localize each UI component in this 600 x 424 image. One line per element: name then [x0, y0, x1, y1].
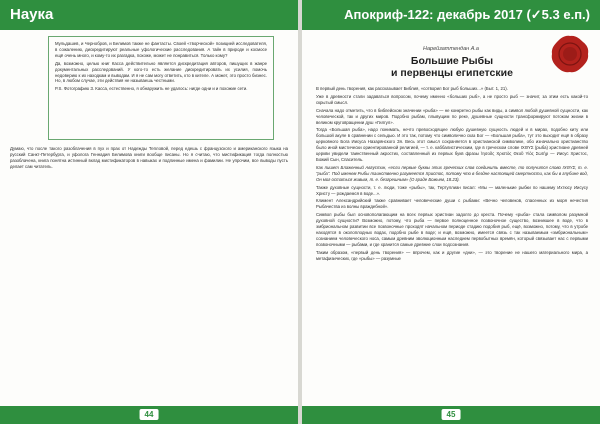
article-author: Нарейзаттендан А.а — [423, 46, 479, 52]
body-paragraph: Как пишет Блаженный Августин, «если первые буквы этих греческих слов соединить вместе, то получится слово ΙΧΘΥΣ, т. е. "рыба". Под именем Рыбы таинственно разумеется Христос, потому что в бездне настоящей смертности, как бы в глубине вод, Он мог остаться живым, т. е. безгрешным» (О граде Божьем, 18.23). — [316, 164, 588, 182]
boxed-paragraph: Да, возможно, целью книг Касса действительно является дискредитация авторов, пишущих в жанре документальных расследований. У кого-то есть желание дискредитировать их усилия, помочь недоверию к их находкам и выводам. И я не сам могу ответить, кто в кителе. А может, это просто бизнес. Но, в любом случае, эти действия не называешь честными. — [55, 60, 267, 84]
section-title: Наука — [10, 6, 54, 23]
page-number: 44 — [140, 409, 159, 420]
title-line: и первенцы египетские — [391, 67, 513, 79]
body-paragraph: Сначала надо отметить, что в библейском значении «рыба» — не конкретно рыбы как виды, а символ любой душевной сущности, как человеческой, так и других миров. Подобно рыбам, плывущим по реке, душевные сущности трансформируют потоком жизни в великом круговращении душ «Гилгул». — [316, 107, 588, 125]
left-page — [0, 0, 298, 424]
body-paragraph: Думаю, что после такого разоблачения в пух и прах от Надежды Тепловой, перед едешь с французского и американского языка на русский Санкт-Петербурга, и уфолога Геннадия Белимова книги вообще писаны. Но я считаю, что мистификация тогда полностью разоблачена, книга понятна истинный вклад мистификаторов в навыках и подлинные имена и фамилии. Не упрочим, все выводы пусть делает сам читатель. — [10, 146, 288, 169]
wax-seal-graphic — [550, 34, 590, 74]
left-body — [10, 146, 288, 172]
body-paragraph: Также духовные сущности, т. е. люди, тоже «рыбы», так, Тертуллиан писал: «Мы — маленькие рыбки по нашему Ихтюсу Иисусу Христу — рождаемся в воде...». — [316, 184, 588, 196]
title-line: Большие Рыбы — [410, 55, 494, 67]
body-paragraph: Климент Александрийский также сравнивает человеческие души с рыбами: «Вечно человеков, спасенных из моря нечестия Рыбачества из волны враждебной». — [316, 198, 588, 210]
issue-title: Апокриф-122: декабрь 2017 (✓5.3 е.п.) — [344, 7, 590, 22]
issue-header — [302, 0, 600, 30]
right-page — [302, 0, 600, 424]
body-paragraph: Уже в древности стали задаваться вопросом, почему именно «больших рыб», а не просто рыб — значит, за этим есть какой-то скрытый смысл. — [316, 93, 588, 105]
section-header — [0, 0, 298, 30]
boxed-paragraph: Мульдашев, и Чернобров, и Белимов также не фантасты. Своей «творческой» позицией исследователя, в сожалению, дискредитируют реальные уфологические расследования. А тайн в природе и космосе ещё очень много, и кому-то их разгадка, похоже, может не понравиться. Только кому? — [55, 41, 267, 58]
boxed-paragraph: P.S. Фотографию З. Касса, естественно, я обнаружить не удалось: нигде одни и и похожие сети. — [55, 86, 248, 92]
right-body — [316, 86, 588, 263]
page-footer — [0, 406, 298, 424]
body-paragraph: Тогда «Большая рыба», надо понимать, нечто превосходящее любую душевную сущность людей и в мирах, подобно киту или большой акуле в сравнении с сельдью. И это так, потому что символично сказ Бог — «Большая рыба», тут это выходит ещё в образу церковного Бога Иисуса Назарянского Зя. Весь этот смысл сохраняется в христианской символике, обо изначально христианство было иной мистически ориентированной религией, — т. е. каббалистическим, где в греческом слове ΙΧΘΥΣ (рыба) христиане древней церкви увидели таинственный акростих, составленный из первых букв фразы Ἰησοῦς Χριστὸς Θεοῦ Υἱὸς Σωτήρ — Иисус Христос, Божий Сын, Спаситель. — [316, 127, 588, 162]
body-paragraph: Таким образом, «первый день творения» — впрочем, как и другие «дни», — это творение не нашего материального мира, а метафизических, где «рыбы» — разумные — [316, 249, 588, 261]
article-title — [362, 55, 542, 79]
page-number: 45 — [442, 409, 461, 420]
boxed-text-frame — [48, 36, 274, 140]
body-paragraph: В первый день творения, как рассказывает Библия, «сотворил Бог рыб больших...» (Быт. 1, 21). — [316, 86, 508, 91]
body-paragraph: Символ рыбы был основополагающим на всех первых христиан задолго до креста. Почему «рыба» стала символом разумной духовной сущности? Возможно, потому, что рыба — первое полноценное позвоночное существо, возникшее в воде, что в эмбриональном развитии все позвоночные проходят начальном периоде стадию подобия рыб, ещё, возможно, потому, что в утробе находятся в околоплодных водах, подобно рыбе в воде; и ещё, возможно, имеется связь с так называемым «эмбриональным» сознанием человеческого носа, самым древним эволюционным наследием первобытных времён, который связывает нас с первыми позвоночными — рыбами, и где хранится самые древние слои подсознания. — [316, 212, 588, 247]
page-footer — [302, 406, 600, 424]
wax-seal-icon — [550, 34, 590, 79]
